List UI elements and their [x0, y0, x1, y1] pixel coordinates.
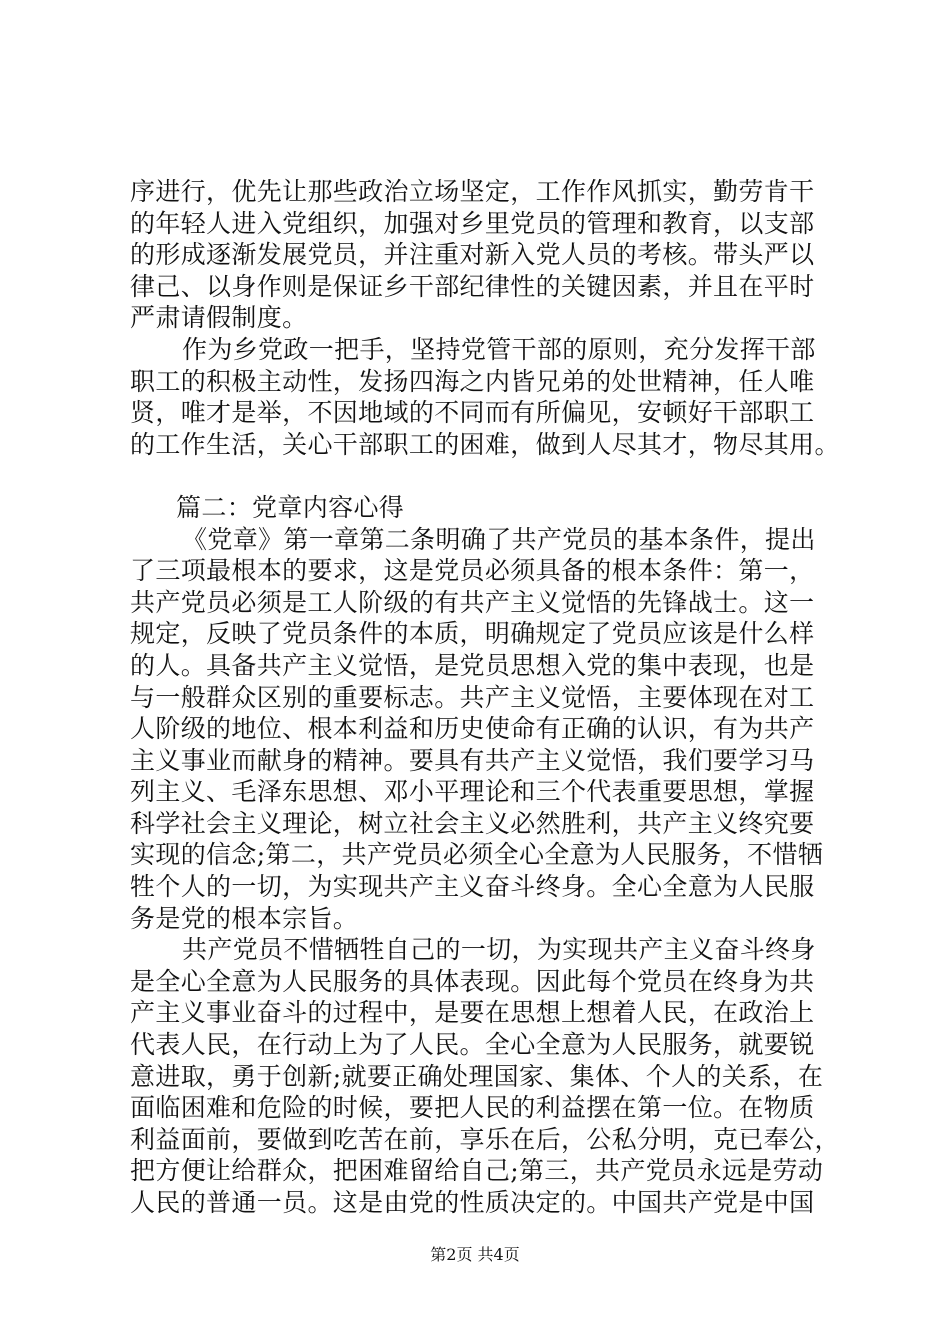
- text-line: 利益面前，要做到吃苦在前，享乐在后，公私分明，克已奉公，: [130, 1124, 840, 1154]
- section-title: 篇二：党章内容心得: [176, 492, 405, 522]
- text-line: 了三项最根本的要求，这是党员必须具备的根本条件：第一，: [130, 556, 815, 586]
- page-footer: 第2页 共4页: [430, 1245, 520, 1264]
- paragraph-start-line: 作为乡党政一把手，坚持党管干部的原则，充分发挥干部: [182, 334, 816, 364]
- text-line: 主义事业而献身的精神。要具有共产主义觉悟，我们要学习马: [130, 745, 815, 775]
- text-line: 面临困难和危险的时候，要把人民的利益摆在第一位。在物质: [130, 1093, 815, 1123]
- text-line: 的人。具备共产主义觉悟，是党员思想入党的集中表现，也是: [130, 650, 815, 680]
- text-line: 与一般群众区别的重要标志。共产主义觉悟，主要体现在对工: [130, 682, 815, 712]
- blank-line: [130, 460, 835, 492]
- text-line: 严肃请假制度。: [130, 303, 308, 333]
- text-line: 人民的普通一员。这是由党的性质决定的。中国共产党是中国: [130, 1188, 815, 1217]
- text-line: 职工的积极主动性，发扬四海之内皆兄弟的处世精神，任人唯: [130, 366, 815, 396]
- paragraph-start-line: 《党章》第一章第二条明确了共产党员的基本条件，提出: [182, 524, 816, 554]
- text-line: 牲个人的一切，为实现共产主义奋斗终身。全心全意为人民服: [130, 872, 815, 902]
- text-line: 科学社会主义理论，树立社会主义必然胜利，共产主义终究要: [130, 808, 815, 838]
- text-line: 的形成逐渐发展党员，并注重对新入党人员的考核。带头严以: [130, 240, 815, 270]
- text-line: 列主义、毛泽东思想、邓小平理论和三个代表重要思想，掌握: [130, 777, 815, 807]
- text-line: 务是党的根本宗旨。: [130, 903, 359, 933]
- text-line: 序进行，优先让那些政治立场坚定，工作作风抓实，勤劳肯干: [130, 177, 815, 206]
- text-line: 产主义事业奋斗的过程中，是要在思想上想着人民，在政治上: [130, 998, 815, 1028]
- text-line: 是全心全意为人民服务的具体表现。因此每个党员在终身为共: [130, 966, 815, 996]
- text-line: 实现的信念;第二，共产党员必须全心全意为人民服务，不惜牺: [130, 840, 824, 870]
- text-line: 把方便让给群众，把困难留给自己;第三，共产党员永远是劳动: [130, 1156, 824, 1186]
- document-body: [130, 176, 840, 1219]
- text-line: 意进取，勇于创新;就要正确处理国家、集体、个人的关系，在: [130, 1061, 824, 1091]
- text-line: 律己、以身作则是保证乡干部纪律性的关键因素，并且在平时: [130, 271, 815, 301]
- text-line: 人阶级的地位、根本利益和历史使命有正确的认识，有为共产: [130, 714, 815, 744]
- text-line: 的工作生活，关心干部职工的困难，做到人尽其才，物尽其用。: [130, 429, 840, 459]
- paragraph-start-line: 共产党员不惜牺牲自己的一切，为实现共产主义奋斗终身: [182, 935, 816, 965]
- text-line: 共产党员必须是工人阶级的有共产主义觉悟的先锋战士。这一: [130, 587, 815, 617]
- text-line: 规定，反映了党员条件的本质，明确规定了党员应该是什么样: [130, 619, 815, 649]
- text-line: 代表人民，在行动上为了人民。全心全意为人民服务，就要锐: [130, 1030, 815, 1060]
- text-line: 的年轻人进入党组织，加强对乡里党员的管理和教育，以支部: [130, 208, 815, 238]
- text-line: 贤，唯才是举，不因地域的不同而有所偏见，安顿好干部职工: [130, 398, 815, 428]
